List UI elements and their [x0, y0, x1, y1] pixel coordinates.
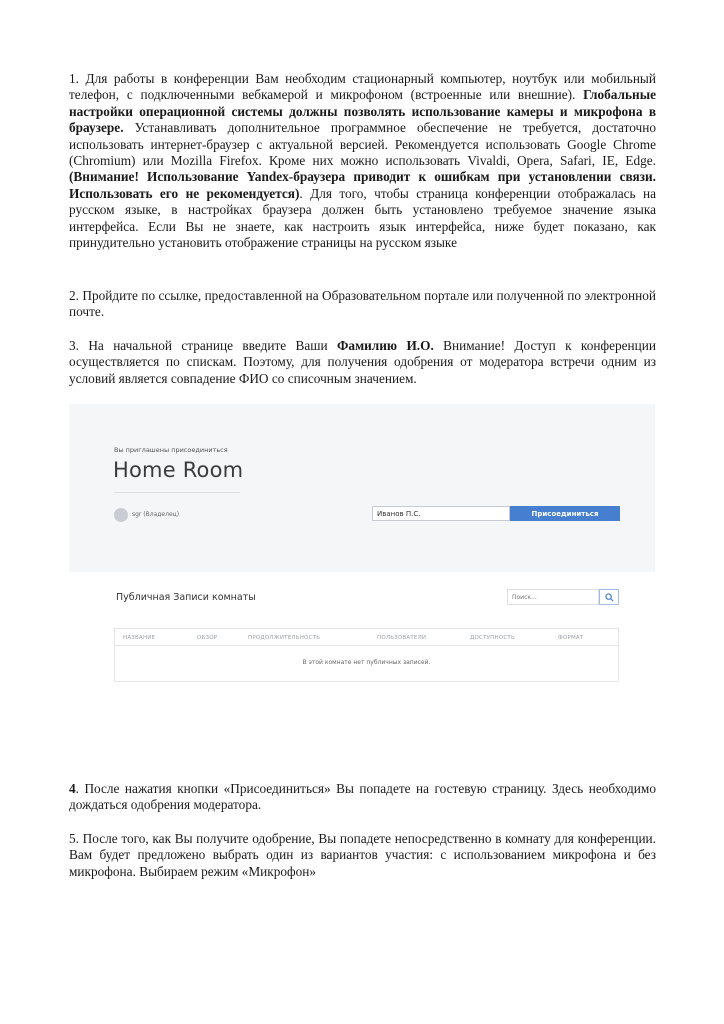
p3-text-c: Внимание! Доступ к конференции осуществляется по спискам. Поэтому, для получения одобрения от модератора встречи одним из условий является совпадение ФИО со списочным значением.	[69, 338, 656, 386]
paragraph-5: 5. После того, как Вы получите одобрение, Вы попадете непосредственно в комнату для конференции. Вам будет предложено выбрать один из вариантов участия: с использованием микрофона и без микрофона. Выбираем режим «Микрофон»	[69, 831, 656, 879]
paragraph-2: 2. Пройдите по ссылке, предоставленной на Образовательном портале или полученной по электронной почте.	[69, 288, 656, 320]
column-header-duration[interactable]: ПРОДОЛЖИТЕЛЬНОСТЬ	[248, 635, 321, 641]
invited-label: Вы приглашены присоединиться	[114, 446, 228, 454]
paragraph-4	[69, 781, 656, 814]
p3-text-a: 3. На начальной странице введите Ваши	[69, 338, 338, 353]
title-divider	[114, 492, 240, 493]
p3-bold-b: Фамилию И.О.	[337, 338, 434, 353]
p1-bold-d: (Внимание! Использование Yandex-браузера приводит к ошибкам при установлении связи. Использовать его не рекомендуется)	[69, 169, 656, 201]
search-input[interactable]	[507, 589, 599, 605]
screenshot-join-panel	[69, 404, 655, 572]
empty-table-message: В этой комнате нет публичных записей.	[302, 659, 431, 666]
paragraph-1	[69, 71, 656, 251]
p4-text-b: . После нажатия кнопки «Присоединиться» Вы попадете на гостевую страницу. Здесь необходимо дождаться одобрения модератора.	[69, 781, 656, 813]
user-avatar-icon	[114, 508, 128, 522]
p1-bold-b: Глобальные настройки операционной системы должны позволять использование камеры и микрофона в браузере.	[69, 87, 656, 136]
join-button[interactable]: Присоединиться	[510, 506, 620, 521]
search-button[interactable]	[599, 589, 619, 605]
p1-text-a: 1. Для работы в конференции Вам необходим стационарный компьютер, ноутбук или мобильный телефон, с подключенными вебкамерой и микрофоном (встроенные или внешние).	[69, 71, 656, 103]
column-header-users[interactable]: ПОЛЬЗОВАТЕЛИ	[377, 635, 427, 641]
table-header-divider	[115, 645, 618, 646]
p1-text-e: . Для того, чтобы страница конференции отображалась на русском языке, в настройках браузера должен быть установлено требуемое значение языка интерфейса. Если Вы не знаете, как настроить язык интерфейса, ниже будет показано, как принудительно установить отображение страницы на русском языке	[69, 185, 656, 251]
paragraph-3	[69, 338, 656, 387]
name-input[interactable]	[372, 506, 510, 521]
screenshot-recordings-panel	[69, 572, 655, 692]
room-title: Home Room	[113, 458, 244, 482]
column-header-name[interactable]: НАЗВАНИЕ	[123, 635, 156, 641]
recordings-table	[114, 628, 619, 682]
owner-label: sgr (Владелец)	[132, 511, 180, 518]
column-header-format[interactable]: ФОРМАТ	[558, 635, 584, 641]
column-header-visibility[interactable]: ДОСТУПНОСТЬ	[470, 635, 515, 641]
recordings-title: Публичная Записи комнаты	[116, 592, 256, 603]
column-header-preview[interactable]: ОБЗОР	[197, 635, 218, 641]
search-icon	[605, 593, 614, 602]
p1-text-c: Устанавливать дополнительное программное обеспечение не требуется, достаточно использовать интернет-браузер с актуальной версией. Рекомендуется использовать Google Chrome (Chromium) или Mozilla Firefox. Кроме них можно использовать Vivaldi, Opera, Safari, IE, Edge.	[69, 120, 656, 169]
p4-bold-a: 4	[69, 781, 76, 796]
